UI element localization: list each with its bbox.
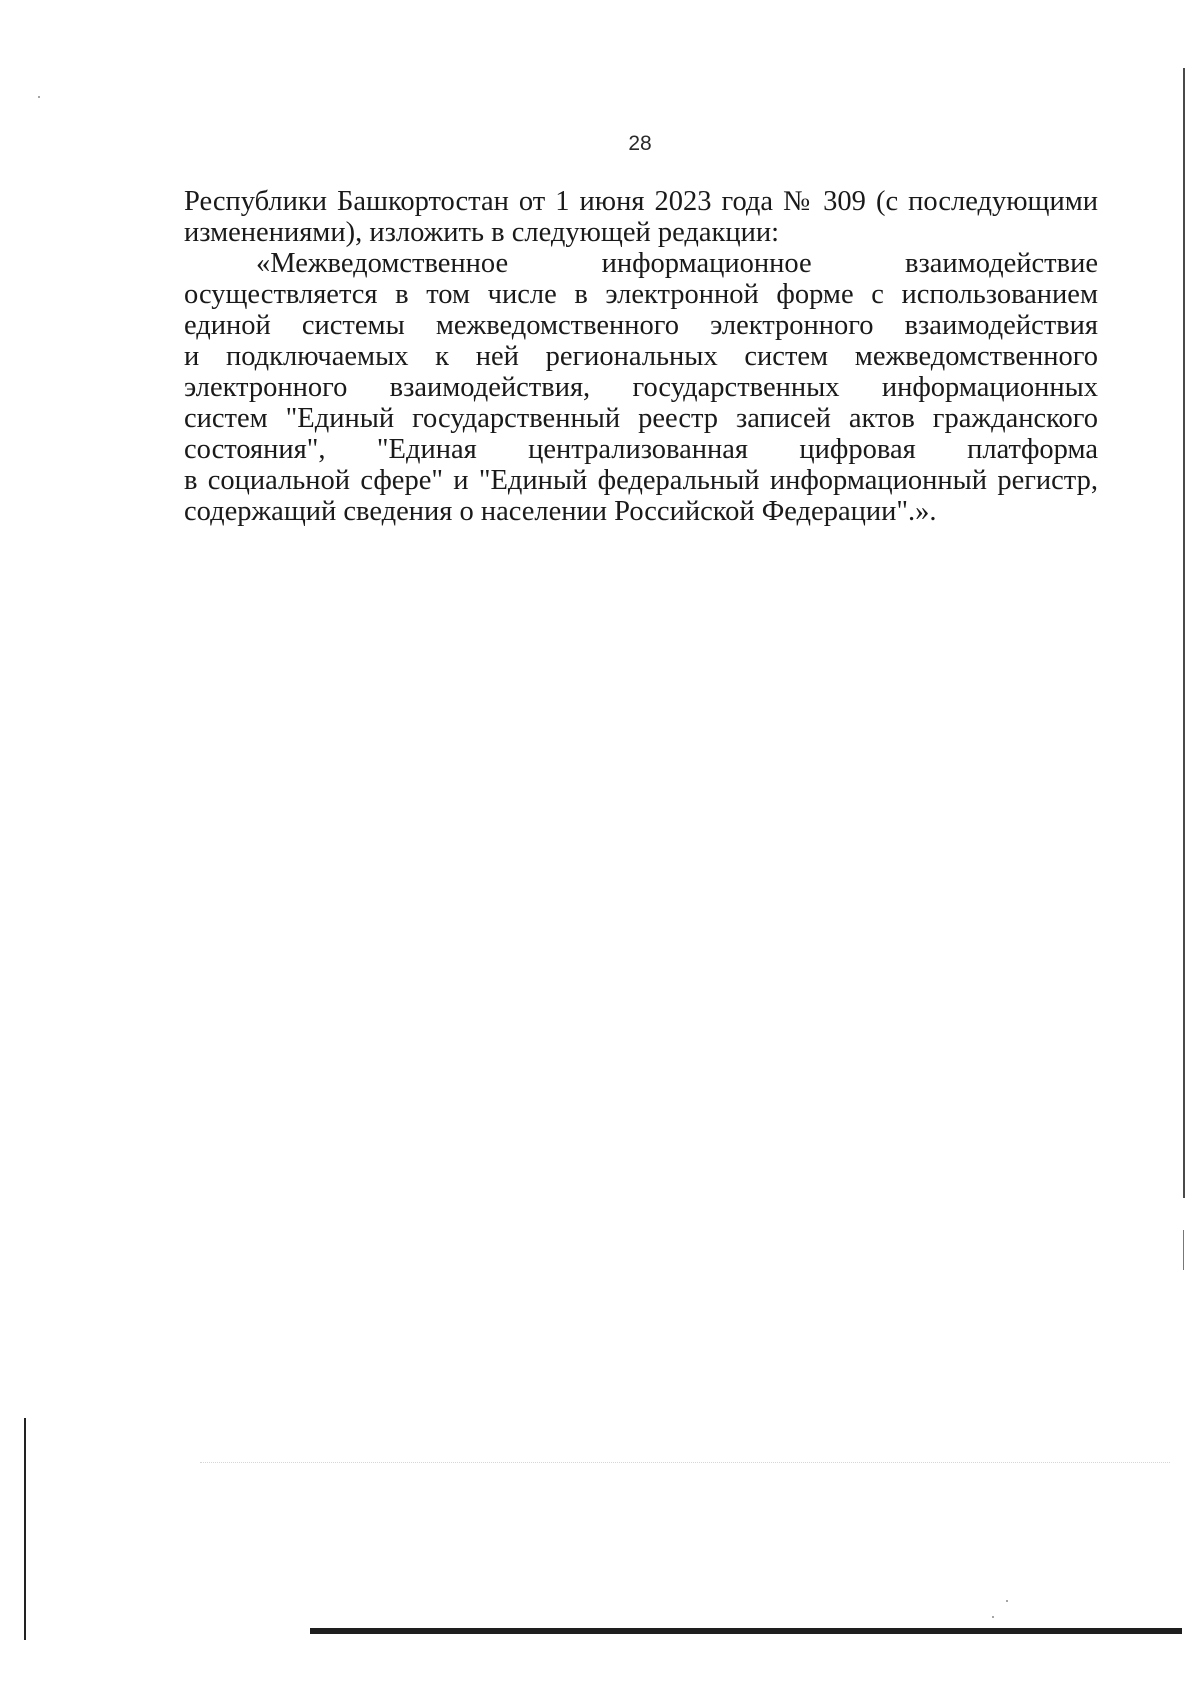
body-line-5: единой системы межведомственного электронного взаимодействия	[184, 310, 1098, 341]
scan-speck	[1006, 1600, 1008, 1602]
scan-edge-right	[1183, 68, 1185, 1198]
scan-speck	[992, 1616, 994, 1618]
scan-speck	[38, 96, 40, 98]
scan-edge-left	[24, 1418, 26, 1640]
body-line-9: состояния", "Единая централизованная цифровая платформа	[184, 434, 1098, 465]
body-line-4: осуществляется в том числе в электронной форме с использованием	[184, 279, 1098, 310]
body-line-6: и подключаемых к ней региональных систем межведомственного	[184, 341, 1098, 372]
document-body	[184, 186, 1098, 527]
body-line-3: «Межведомственное информационное взаимодействие	[256, 248, 1098, 279]
scan-tick-right	[1183, 1230, 1184, 1270]
body-line-10: в социальной сфере" и "Единый федеральный информационный регистр,	[184, 465, 1098, 496]
body-line-11: содержащий сведения о населении Российской Федерации".».	[184, 496, 937, 527]
scan-faint-line	[200, 1462, 1170, 1464]
body-line-8: систем "Единый государственный реестр записей актов гражданского	[184, 403, 1098, 434]
body-line-7: электронного взаимодействия, государственных информационных	[184, 372, 1098, 403]
body-line-2: изменениями), изложить в следующей редакции:	[184, 217, 780, 248]
body-line-1: Республики Башкортостан от 1 июня 2023 года № 309 (с последующими	[184, 186, 1098, 217]
page-number: 28	[628, 132, 652, 155]
scan-edge-bottom	[310, 1628, 1182, 1634]
